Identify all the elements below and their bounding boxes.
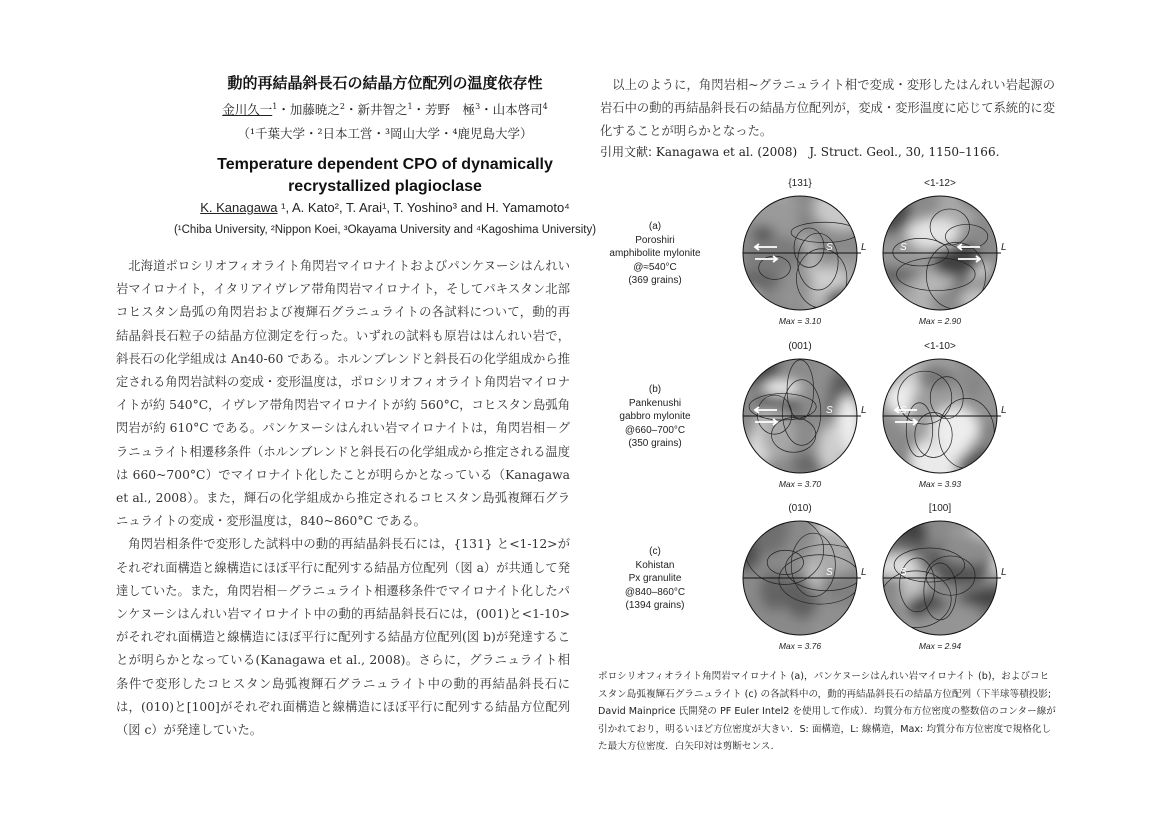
plane-label: {131} — [788, 178, 812, 189]
conclusion-paragraph: 以上のように，角閃岩相~グラニュライト相で変成・変形したはんれい岩起源の岩石中の動的再結晶斜長石の結晶方位配列が，変成・変形温度に応じて系統的に変化することが明らかとなった。 — [600, 78, 1055, 139]
authors-ja-rest: $^1$・加藤暁之$^2$・新井智之$^1$・芳野 極$^3$・山本啓司$^4$ — [272, 102, 548, 117]
row-label-line: amphibolite mylonite — [609, 248, 701, 259]
foliation-label: S — [900, 242, 907, 253]
conclusion-text — [600, 74, 1055, 144]
max-density-label: Max = 3.76 — [778, 641, 822, 651]
max-density-label: Max = 2.94 — [918, 641, 962, 651]
row-label-line: (1394 grains) — [625, 600, 685, 611]
authors-ja — [120, 100, 650, 118]
reference — [600, 143, 1060, 160]
foliation-label: S — [826, 405, 833, 416]
max-density-label: Max = 3.70 — [778, 479, 822, 489]
row-label-line: Pankenushi — [628, 397, 682, 409]
row-label-line: (a) — [648, 221, 662, 232]
body-text — [116, 255, 570, 742]
lineation-label: L — [861, 567, 867, 578]
title-en-line2: recrystallized plagioclase — [288, 178, 482, 195]
pole-figure — [881, 519, 1015, 637]
lineation-label: L — [1001, 405, 1007, 416]
lineation-label: L — [1001, 242, 1007, 253]
foliation-label: S — [826, 242, 833, 253]
plane-label: (010) — [788, 503, 812, 514]
row-label-0 — [600, 220, 710, 288]
row-label-line: @≈540°C — [633, 261, 677, 273]
authors-en — [120, 200, 650, 215]
pole-figure — [881, 194, 1015, 312]
plane-label: <1-12> — [924, 178, 956, 189]
row-label-line: (b) — [648, 384, 662, 395]
pole-figure — [881, 357, 1015, 475]
foliation-label: S — [900, 405, 907, 416]
paragraph-1: 北海道ポロシリオフィオライト角閃岩マイロナイトおよびパンケヌーシはんれい岩マイロナイト，イタリアイヴレア帯角閃岩マイロナイト，そしてパキスタン北部コヒスタン島弧の角閃岩および複輝石グラニュライトの各試料について，動的再結晶斜長石粒子の結晶方位測定を行った。いずれの試料も原岩ははんれい岩で，斜長石の化学組成は An40-60 である。ホルンブレンドと斜長石の化学組成から推定される角閃岩試料の変成・変形温度は，ポロシリオフィオライト角閃岩マイロナイトが約 540°C，イヴレア帯角閃岩マイロナイトが約 560°C，コヒスタン島弧角閃岩が約 610°C である。パンケヌーシはんれい岩マイロナイトは，角閃岩相－グラニュライト相遷移条件（ホルンブレンドと斜長石の化学組成から推定される温度は 660~700°C）でマイロナイト化したことが明らかとなっている（Kanagawa et al., 2008）。また，輝石の化学組成から推定されるコヒスタン島弧複輝石グラニュライトの変成・変形温度は，840~860°C である。 — [116, 259, 571, 529]
pole-figure — [741, 519, 875, 637]
reference-text: Kanagawa et al. (2008) J. Struct. Geol., 30, 1150–1166. — [655, 145, 1000, 159]
pole-figure — [741, 357, 875, 475]
row-label-line: (350 grains) — [628, 438, 682, 449]
row-label-1 — [600, 383, 710, 451]
affiliations-ja: （¹千葉大学・²日本工営・³岡山大学・⁴鹿児島大学） — [237, 126, 533, 141]
paragraph-2: 角閃岩相条件で変形した試料中の動的再結晶斜長石には，{131} と<1-12>がそれぞれ面構造と線構造にほぼ平行に配列する結晶方位配列（図 a）が共通して発達していた。また，角閃岩相－グラニュライト相遷移条件でマイロナイト化したパンケヌーシはんれい岩マイロナイト中の動的再結晶斜長石には，(001)と<1-10>がそれぞれ面構造と線構造にほぼ平行に配列する結晶方位配列(図 b)が発達することが明らかとなっている(Kanagawa et al., 2008)。さらに，グラニュライト相条件で変形したコヒスタン島弧複輝石グラニュライト中の動的再結晶斜長石には，(010)と[100]がそれぞれ面構造と線構造にほぼ平行に配列する結晶方位配列（図 c）が発達していた。 — [116, 537, 570, 738]
lineation-label: L — [861, 242, 867, 253]
figure-caption: ポロシリオフィオライト角閃岩マイロナイト (a)，パンケヌーシはんれい岩マイロナイト (b)，およびコヒスタン島弧複輝石グラニュライト (c) の各試料中の，動的再結晶斜長石の結晶方位配列（下半球等積投影; David Mainprice 氏開発の PF Euler Intel2 を使用して作成）．均質分布方位密度の整数倍のコンター線が引かれており，明るいほど方位密度が大きい．S: 面構造，L: 線構造，Max: 均質分布方位密度で規格化した最大方位密度．白矢印対は剪断センス． — [598, 671, 1056, 752]
plane-label: (001) — [788, 341, 812, 352]
row-label-line: @840–860°C — [624, 586, 686, 598]
max-density-label: Max = 2.90 — [918, 316, 962, 326]
title-en-line1: Temperature dependent CPO of dynamically — [217, 156, 553, 173]
plane-label: [100] — [928, 503, 952, 514]
lineation-label: L — [1001, 567, 1007, 578]
row-label-line: Kohistan — [635, 559, 675, 571]
title-ja: 動的再結晶斜長石の結晶方位配列の温度依存性 — [227, 74, 543, 92]
first-author-ja: 金川久一 — [222, 102, 273, 117]
row-label-line: Px granulite — [628, 573, 682, 584]
foliation-label: S — [826, 567, 833, 578]
row-label-line: gabbro mylonite — [619, 411, 691, 422]
max-density-label: Max = 3.10 — [778, 316, 822, 326]
row-label-line: (c) — [649, 546, 661, 557]
lineation-label: L — [861, 405, 867, 416]
row-label-line: (369 grains) — [628, 275, 682, 286]
row-label-line: @660–700°C — [624, 424, 686, 436]
foliation-label: S — [900, 567, 907, 578]
affiliations-en: (¹Chiba University, ²Nippon Koei, ³Okayama University and ⁴Kagoshima University) — [173, 224, 597, 236]
max-density-label: Max = 3.93 — [918, 479, 962, 489]
authors-en-rest: ¹, A. Kato², T. Arai¹, T. Yoshino³ and H. Yamamoto⁴ — [277, 200, 570, 215]
row-label-line: Poroshiri — [635, 234, 675, 246]
reference-label: 引用文献: — [600, 145, 653, 159]
pole-figure — [741, 194, 875, 312]
pole-figure-panel — [610, 170, 1060, 660]
title-en — [120, 154, 650, 198]
row-label-2 — [600, 545, 710, 613]
first-author-en: K. Kanagawa — [200, 200, 278, 215]
plane-label: <1-10> — [924, 341, 956, 352]
